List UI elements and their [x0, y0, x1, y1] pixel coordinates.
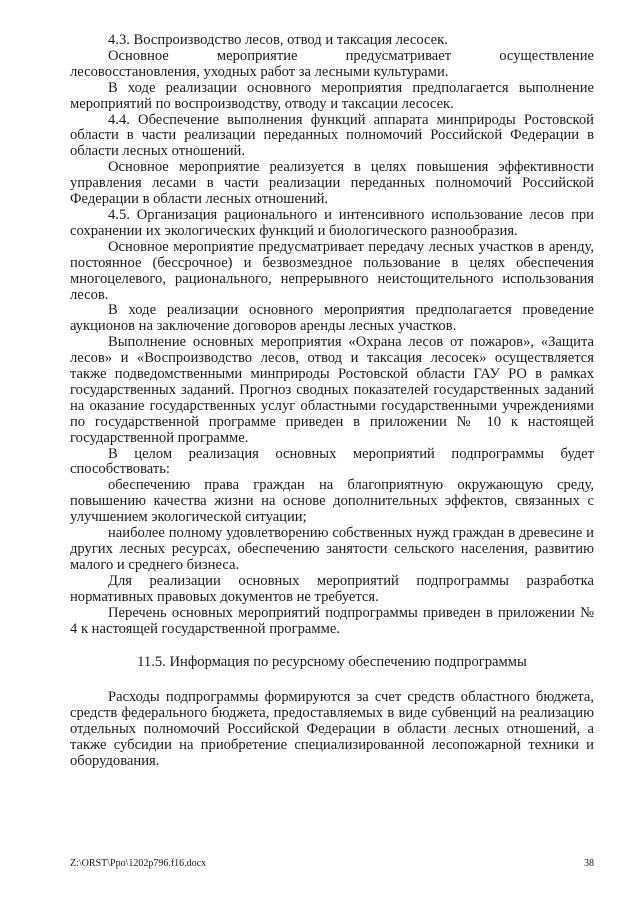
paragraph-4-3-heading: 4.3. Воспроизводство лесов, отвод и таксация лесосек.	[108, 32, 448, 48]
paragraph-4-5-heading: 4.5. Организация рационального и интенсивного использование лесов при сохранении их экологических функций и биологического разнообразия.	[70, 206, 594, 239]
paragraph-4-3-description: Основное мероприятие предусматривает осуществление лесовосстановления, уходных работ за лесными культурами.	[70, 47, 594, 80]
paragraph-gau-ro: Выполнение основных мероприятия «Охрана лесов от пожаров», «Защита лесов» и «Воспроизводство лесов, отвод и таксация лесосек» осуществляется также подведомственными минприроды Ростовской области ГАУ РО в рамках государственных заданий. Прогноз сводных показателей государственных заданий на оказание государственных услуг областными государственными учреждениями по государственной программе приведен в приложении № 10 к настоящей государственной программе.	[70, 334, 594, 446]
paragraph-activity-list: Перечень основных мероприятий подпрограммы приведен в приложении № 4 к настоящей государственной программе.	[70, 604, 594, 637]
paragraph-results-intro: В целом реализация основных мероприятий подпрограммы будет способствовать:	[70, 445, 594, 478]
footer-page-number: 38	[584, 858, 594, 869]
paragraph-expenses: Расходы подпрограммы формируются за счет средств областного бюджета, средств федерального бюджета, предоставляемых в виде субвенций на реализацию отдельных полномочий Российской Федерации в области лесных отношений, а также субсидии на приобретение специализированной лесопожарной техники и оборудования.	[70, 689, 594, 769]
paragraph-4-4-description: Основное мероприятие реализуется в целях повышения эффективности управления лесами в части реализации переданных полномочий Российской Федерации в области лесных отношений.	[70, 159, 594, 208]
document-body	[70, 33, 594, 770]
paragraph-4-5-description: Основное мероприятие предусматривает передачу лесных участков в аренду, постоянное (бессрочное) и безвозмездное пользование в целях обеспечения многоцелевого, рационального, непрерывного неистощительного использования лесов.	[70, 238, 594, 303]
paragraph-4-4-heading: 4.4. Обеспечение выполнения функций аппарата минприроды Ростовской области в части реализации переданных полномочий Российской Федерации в области лесных отношений.	[70, 111, 594, 160]
footer-file-path: Z:\ORST\Ppo\1202p796.f16.docx	[70, 858, 207, 869]
section-heading-11-5: 11.5. Информация по ресурсному обеспечению подпрограммы	[137, 654, 527, 671]
section-spacer-top	[70, 637, 594, 655]
section-spacer-bottom	[70, 671, 594, 690]
paragraph-4-5-implementation: В ходе реализации основного мероприятия предполагается проведение аукционов на заключение договоров аренды лесных участков.	[70, 302, 594, 335]
paragraph-4-3-implementation: В ходе реализации основного мероприятия предполагается выполнение мероприятий по воспроизводству, отводу и таксации лесосек.	[70, 79, 594, 112]
paragraph-result-environment: обеспечению права граждан на благоприятную окружающую среду, повышению качества жизни на основе дополнительных эффектов, связанных с улучшением экологической ситуации;	[70, 477, 594, 526]
paragraph-result-resources: наиболее полному удовлетворению собственных нужд граждан в древесине и других лесных ресурсах, обеспечению занятости сельского населения, развитию малого и среднего бизнеса.	[70, 525, 594, 573]
paragraph-normative-docs: Для реализации основных мероприятий подпрограммы разработка нормативных правовых документов не требуется.	[70, 572, 594, 605]
